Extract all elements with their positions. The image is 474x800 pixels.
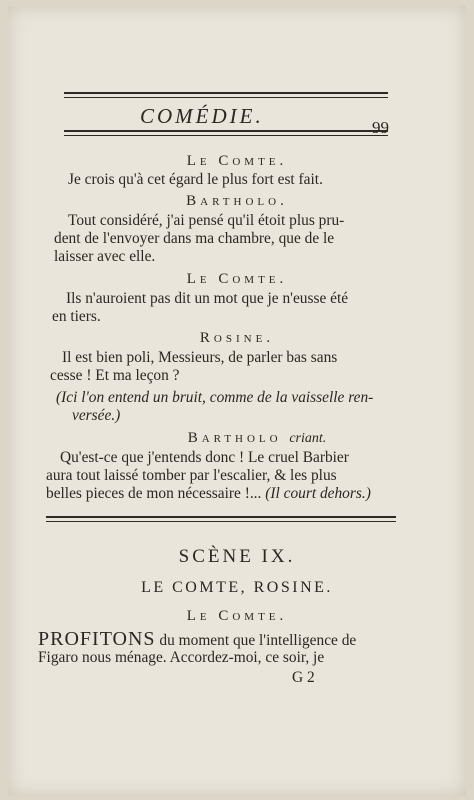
dialogue-line: en tiers.	[52, 308, 101, 325]
stage-direction: (Ici l'on entend un bruit, comme de la vaisselle ren-	[56, 389, 374, 406]
dialogue-line: Figaro nous ménage. Accordez-moi, ce soir, je	[38, 649, 325, 666]
speaker-bartholo-criant	[8, 430, 466, 447]
running-title: COMÉDIE.	[140, 104, 264, 128]
stage-direction: versée.)	[72, 407, 121, 424]
speaker-note: criant.	[289, 431, 327, 446]
header-rule-top	[64, 92, 388, 98]
dialogue-line: laisser avec elle.	[54, 248, 156, 265]
dialogue-line: Je crois qu'à cet égard le plus fort est fait.	[68, 171, 323, 188]
page-number: 99	[372, 118, 389, 137]
dialogue-line-first	[38, 628, 356, 651]
dialogue-line: Ils n'auroient pas dit un mot que je n'eusse été	[66, 290, 349, 307]
scene-title: SCÈNE IX.	[178, 546, 296, 567]
speaker-rosine: Rosine.	[199, 330, 275, 346]
stage-direction: (Il court dehors.)	[265, 485, 371, 502]
speaker-le-comte: Le Comte.	[186, 153, 288, 169]
dialogue-line: dent de l'envoyer dans ma chambre, que de le	[54, 230, 335, 247]
signature-mark: G 2	[292, 669, 315, 686]
dialogue-line: Il est bien poli, Messieurs, de parler bas sans	[62, 349, 338, 366]
dialogue-text: du moment que l'intelligence de	[159, 632, 357, 649]
speaker-name: Bartholo	[187, 430, 282, 446]
dialogue-line: aura tout laissé tomber par l'escalier, & les plus	[46, 467, 337, 484]
speaker-le-comte: Le Comte.	[186, 271, 288, 287]
dialogue-line: Qu'est-ce que j'entends donc ! Le cruel Barbier	[60, 449, 349, 466]
speaker-bartholo: Bartholo.	[186, 193, 288, 209]
speaker-le-comte: Le Comte.	[186, 608, 288, 624]
dialogue-line-last	[46, 485, 371, 503]
scene-cast: LE COMTE, ROSINE.	[141, 579, 333, 596]
book-page	[8, 6, 466, 796]
dialogue-line: Tout considéré, j'ai pensé qu'il étoit plus pru-	[68, 212, 345, 229]
dialogue-text: belles pieces de mon nécessaire !...	[46, 485, 262, 502]
scene-divider	[46, 516, 396, 522]
dropcap-word: PROFITONS	[38, 628, 156, 650]
header-rule-bottom	[64, 130, 388, 136]
dialogue-line: cesse ! Et ma leçon ?	[50, 367, 180, 384]
